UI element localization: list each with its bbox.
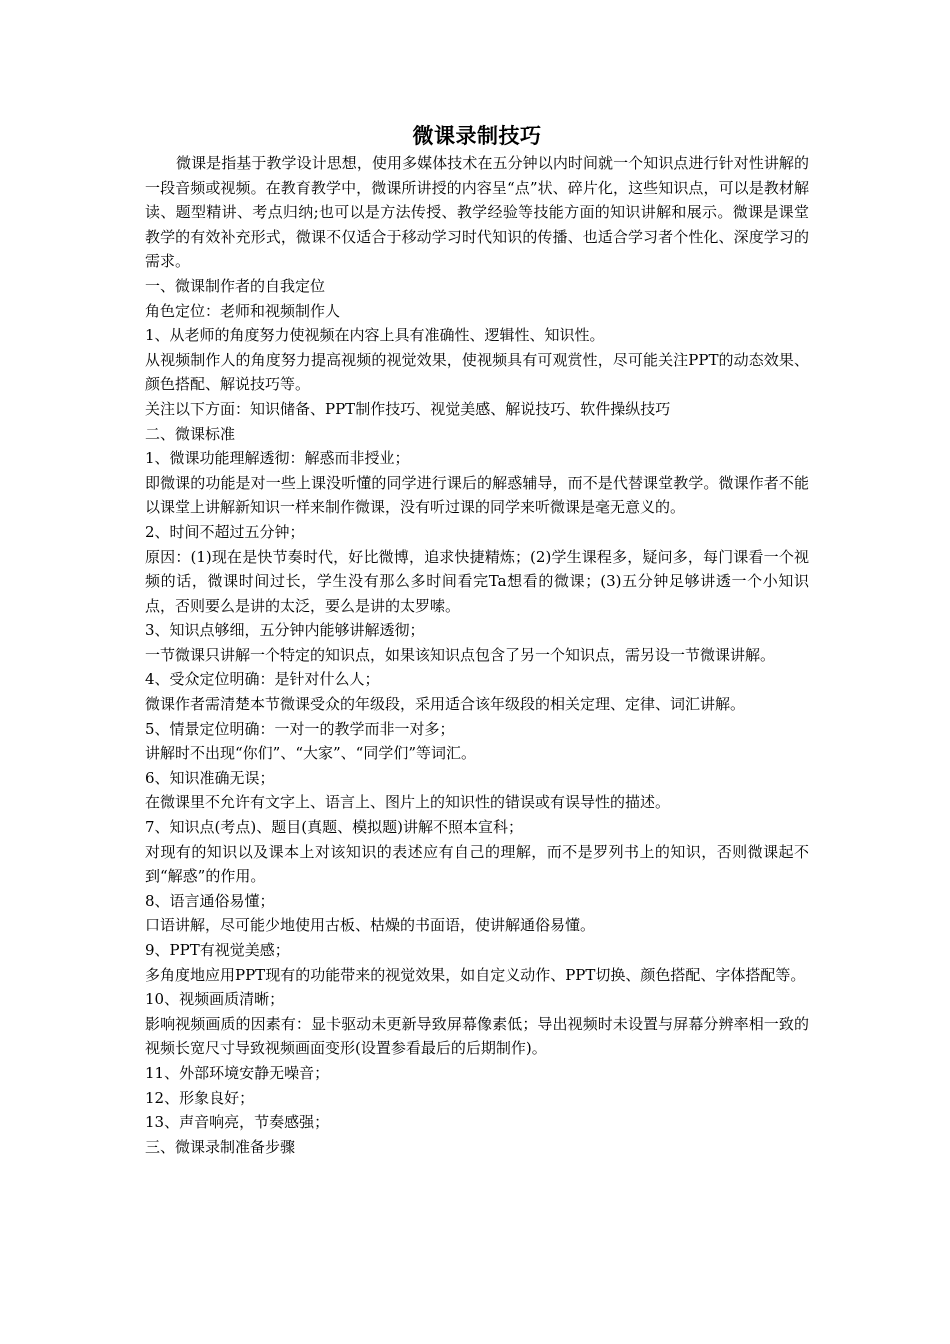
paragraph-producer-role: 从视频制作人的角度努力提高视频的视觉效果，使视频具有可观赏性，尽可能关注PPT的动态效果、颜色搭配、解说技巧等。	[145, 350, 809, 394]
standard-item-9: 9、PPT有视觉美感；	[145, 941, 290, 959]
standard-item-4: 4、受众定位明确：是针对什么人；	[145, 670, 380, 689]
standard-item-10: 10、视频画质清晰；	[145, 990, 285, 1009]
standard-item-6: 6、知识准确无误；	[145, 768, 275, 787]
document-body	[145, 121, 809, 1159]
standard-item-1: 1、微课功能理解透彻：解惑而非授业；	[145, 449, 410, 468]
standard-item-6-detail: 在微课里不允许有文字上、语言上、图片上的知识性的错误或有误导性的描述。	[145, 793, 671, 812]
standard-item-11: 11、外部环境安静无噪音；	[145, 1063, 330, 1082]
standard-item-3: 3、知识点够细，五分钟内能够讲解透彻；	[145, 621, 425, 640]
paragraph-teacher-role: 1、从老师的角度努力使视频在内容上具有准确性、逻辑性、知识性。	[145, 326, 605, 345]
standard-item-2-detail: 原因：(1)现在是快节奏时代，好比微博，追求快捷精炼；(2)学生课程多，疑问多，每门课看一个视频的话，微课时间过长，学生没有那么多时间看完Ta想看的微课；(3)五分钟足够讲透一个小知识点，否则要么是讲的太泛，要么是讲的太罗嗦。	[145, 547, 809, 615]
standard-item-3-detail: 一节微课只讲解一个特定的知识点，如果该知识点包含了另一个知识点，需另设一节微课讲解。	[145, 645, 776, 664]
standard-item-8-detail: 口语讲解，尽可能少地使用古板、枯燥的书面语，使讲解通俗易懂。	[145, 916, 596, 935]
intro-paragraph: 微课是指基于教学设计思想，使用多媒体技术在五分钟以内时间就一个知识点进行针对性讲解的一段音频或视频。在教育教学中，微课所讲授的内容呈“点”状、碎片化，这些知识点，可以是教材解读、题型精讲、考点归纳;也可以是方法传授、教学经验等技能方面的知识讲解和展示。微课是课堂教学的有效补充形式，微课不仅适合于移动学习时代知识的传播、也适合学习者个性化、深度学习的需求。	[145, 154, 809, 271]
paragraph-focus-areas: 关注以下方面：知识储备、PPT制作技巧、视觉美感、解说技巧、软件操纵技巧	[145, 399, 671, 418]
standard-item-13: 13、声音响亮，节奏感强；	[145, 1113, 330, 1132]
standard-item-9-detail: 多角度地应用PPT现有的功能带来的视觉效果，如自定义动作、PPT切换、颜色搭配、字体搭配等。	[145, 965, 806, 984]
standard-item-7: 7、知识点(考点)、题目(真题、模拟题)讲解不照本宣科；	[145, 818, 523, 837]
standard-item-10-detail: 影响视频画质的因素有：显卡驱动未更新导致屏幕像素低；导出视频时未设置与屏幕分辨率相一致的视频长宽尺寸导致视频画面变形(设置参看最后的后期制作)。	[145, 1014, 809, 1058]
standard-item-8: 8、语言通俗易懂；	[145, 891, 275, 910]
standard-item-2: 2、时间不超过五分钟；	[145, 522, 305, 541]
section-heading-1: 一、微课制作者的自我定位	[145, 276, 326, 295]
standard-item-7-detail: 对现有的知识以及课本上对该知识的表述应有自己的理解，而不是罗列书上的知识，否则微课起不到“解惑”的作用。	[145, 842, 809, 886]
standard-item-5: 5、情景定位明确：一对一的教学而非一对多；	[145, 719, 455, 738]
document-title: 微课录制技巧	[412, 124, 542, 148]
section-heading-2: 二、微课标准	[145, 424, 236, 443]
standard-item-12: 12、形象良好；	[145, 1088, 255, 1107]
section-heading-3: 三、微课录制准备步骤	[145, 1137, 296, 1156]
standard-item-4-detail: 微课作者需清楚本节微课受众的年级段，采用适合该年级段的相关定理、定律、词汇讲解。	[145, 695, 746, 714]
standard-item-5-detail: 讲解时不出现“你们”、“大家”、“同学们”等词汇。	[145, 744, 477, 763]
standard-item-1-detail: 即微课的功能是对一些上课没听懂的同学进行课后的解惑辅导，而不是代替课堂教学。微课作者不能以课堂上讲解新知识一样来制作微课，没有听过课的同学来听微课是毫无意义的。	[145, 473, 809, 517]
role-definition: 角色定位：老师和视频制作人	[145, 301, 341, 320]
